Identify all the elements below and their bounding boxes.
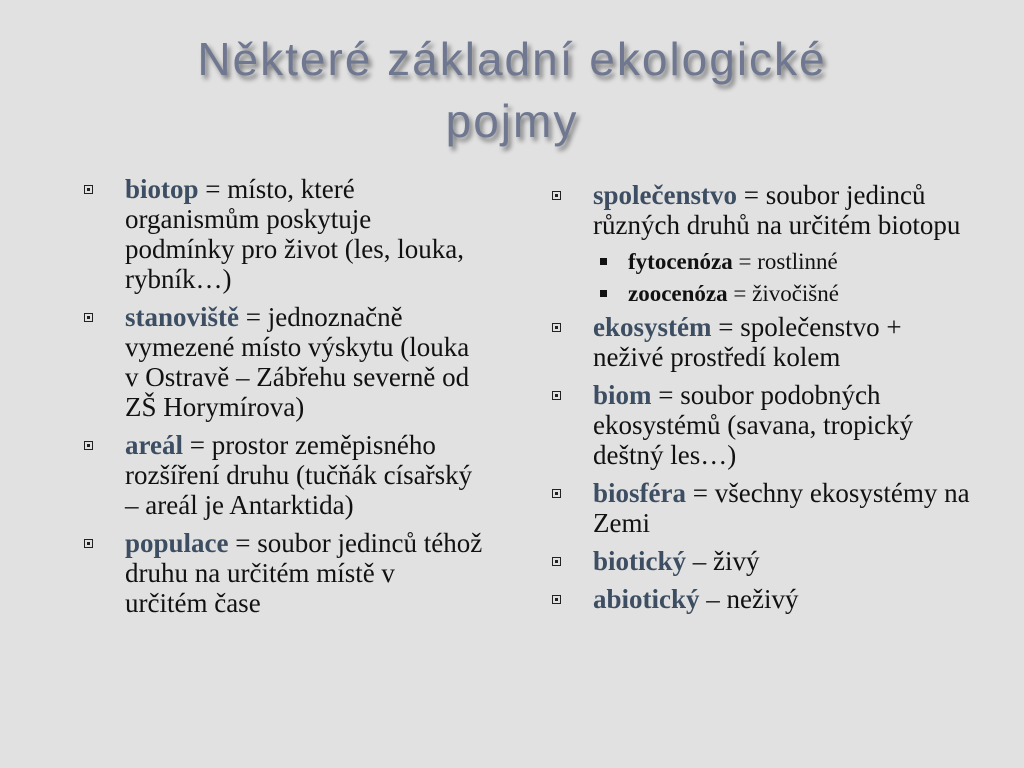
square-bullet-icon bbox=[84, 313, 93, 322]
definition: – neživý bbox=[699, 584, 799, 614]
slide-title bbox=[0, 28, 1024, 152]
sub-definition: = rostlinné bbox=[732, 249, 838, 274]
definition: = soubor jedinců téhož druhu na určitém místě v určitém čase bbox=[125, 528, 483, 618]
list-item bbox=[552, 312, 972, 372]
term: ekosystém bbox=[593, 312, 712, 342]
title-line-1: Některé základní ekologické bbox=[197, 33, 827, 85]
term: stanoviště bbox=[125, 302, 239, 332]
square-bullet-icon bbox=[552, 595, 561, 604]
square-bullet-icon bbox=[84, 185, 93, 194]
definition: – živý bbox=[686, 546, 760, 576]
square-bullet-icon bbox=[552, 489, 561, 498]
term: biosféra bbox=[593, 478, 686, 508]
square-bullet-icon bbox=[84, 441, 93, 450]
subterm: zoocenóza bbox=[628, 281, 728, 306]
definition: = prostor zeměpisného rozšíření druhu (tučňák císařský – areál je Antarktida) bbox=[125, 430, 473, 520]
square-bullet-icon bbox=[84, 539, 93, 548]
sub-list-item bbox=[552, 248, 972, 276]
left-column bbox=[84, 174, 484, 626]
subterm: fytocenóza bbox=[628, 249, 733, 274]
term: abiotický bbox=[593, 584, 700, 614]
square-bullet-icon bbox=[552, 323, 561, 332]
right-column bbox=[552, 180, 972, 622]
term: areál bbox=[125, 430, 183, 460]
definition: = společenstvo + neživé prostředí kolem bbox=[593, 312, 902, 372]
list-item bbox=[552, 584, 972, 614]
definition: = místo, které organismům poskytuje podmínky pro život (les, louka, rybník…) bbox=[125, 174, 464, 294]
sub-definition: = živočišné bbox=[727, 281, 839, 306]
list-item bbox=[552, 546, 972, 576]
term: biotop bbox=[125, 174, 199, 204]
filled-square-bullet-icon bbox=[600, 290, 607, 297]
square-bullet-icon bbox=[552, 191, 561, 200]
filled-square-bullet-icon bbox=[600, 258, 607, 265]
definition: = všechny ekosystémy na Zemi bbox=[593, 478, 970, 538]
sub-list-item bbox=[552, 280, 972, 308]
square-bullet-icon bbox=[552, 391, 561, 400]
definition: = soubor jedinců různých druhů na určitém biotopu bbox=[593, 180, 961, 240]
list-item bbox=[552, 180, 972, 240]
term: biom bbox=[593, 380, 652, 410]
list-item bbox=[84, 430, 484, 520]
title-line-2: pojmy bbox=[445, 95, 579, 147]
definition: = soubor podobných ekosystémů (savana, tropický deštný les…) bbox=[593, 380, 914, 470]
definition: = jednoznačně vymezené místo výskytu (louka v Ostravě – Zábřehu severně od ZŠ Horymírova) bbox=[125, 302, 470, 422]
term: společenstvo bbox=[593, 180, 737, 210]
list-item bbox=[84, 528, 484, 618]
term: biotický bbox=[593, 546, 687, 576]
term: populace bbox=[125, 528, 229, 558]
list-item bbox=[552, 478, 972, 538]
square-bullet-icon bbox=[552, 557, 561, 566]
list-item bbox=[84, 302, 484, 422]
list-item bbox=[84, 174, 484, 294]
list-item bbox=[552, 380, 972, 470]
